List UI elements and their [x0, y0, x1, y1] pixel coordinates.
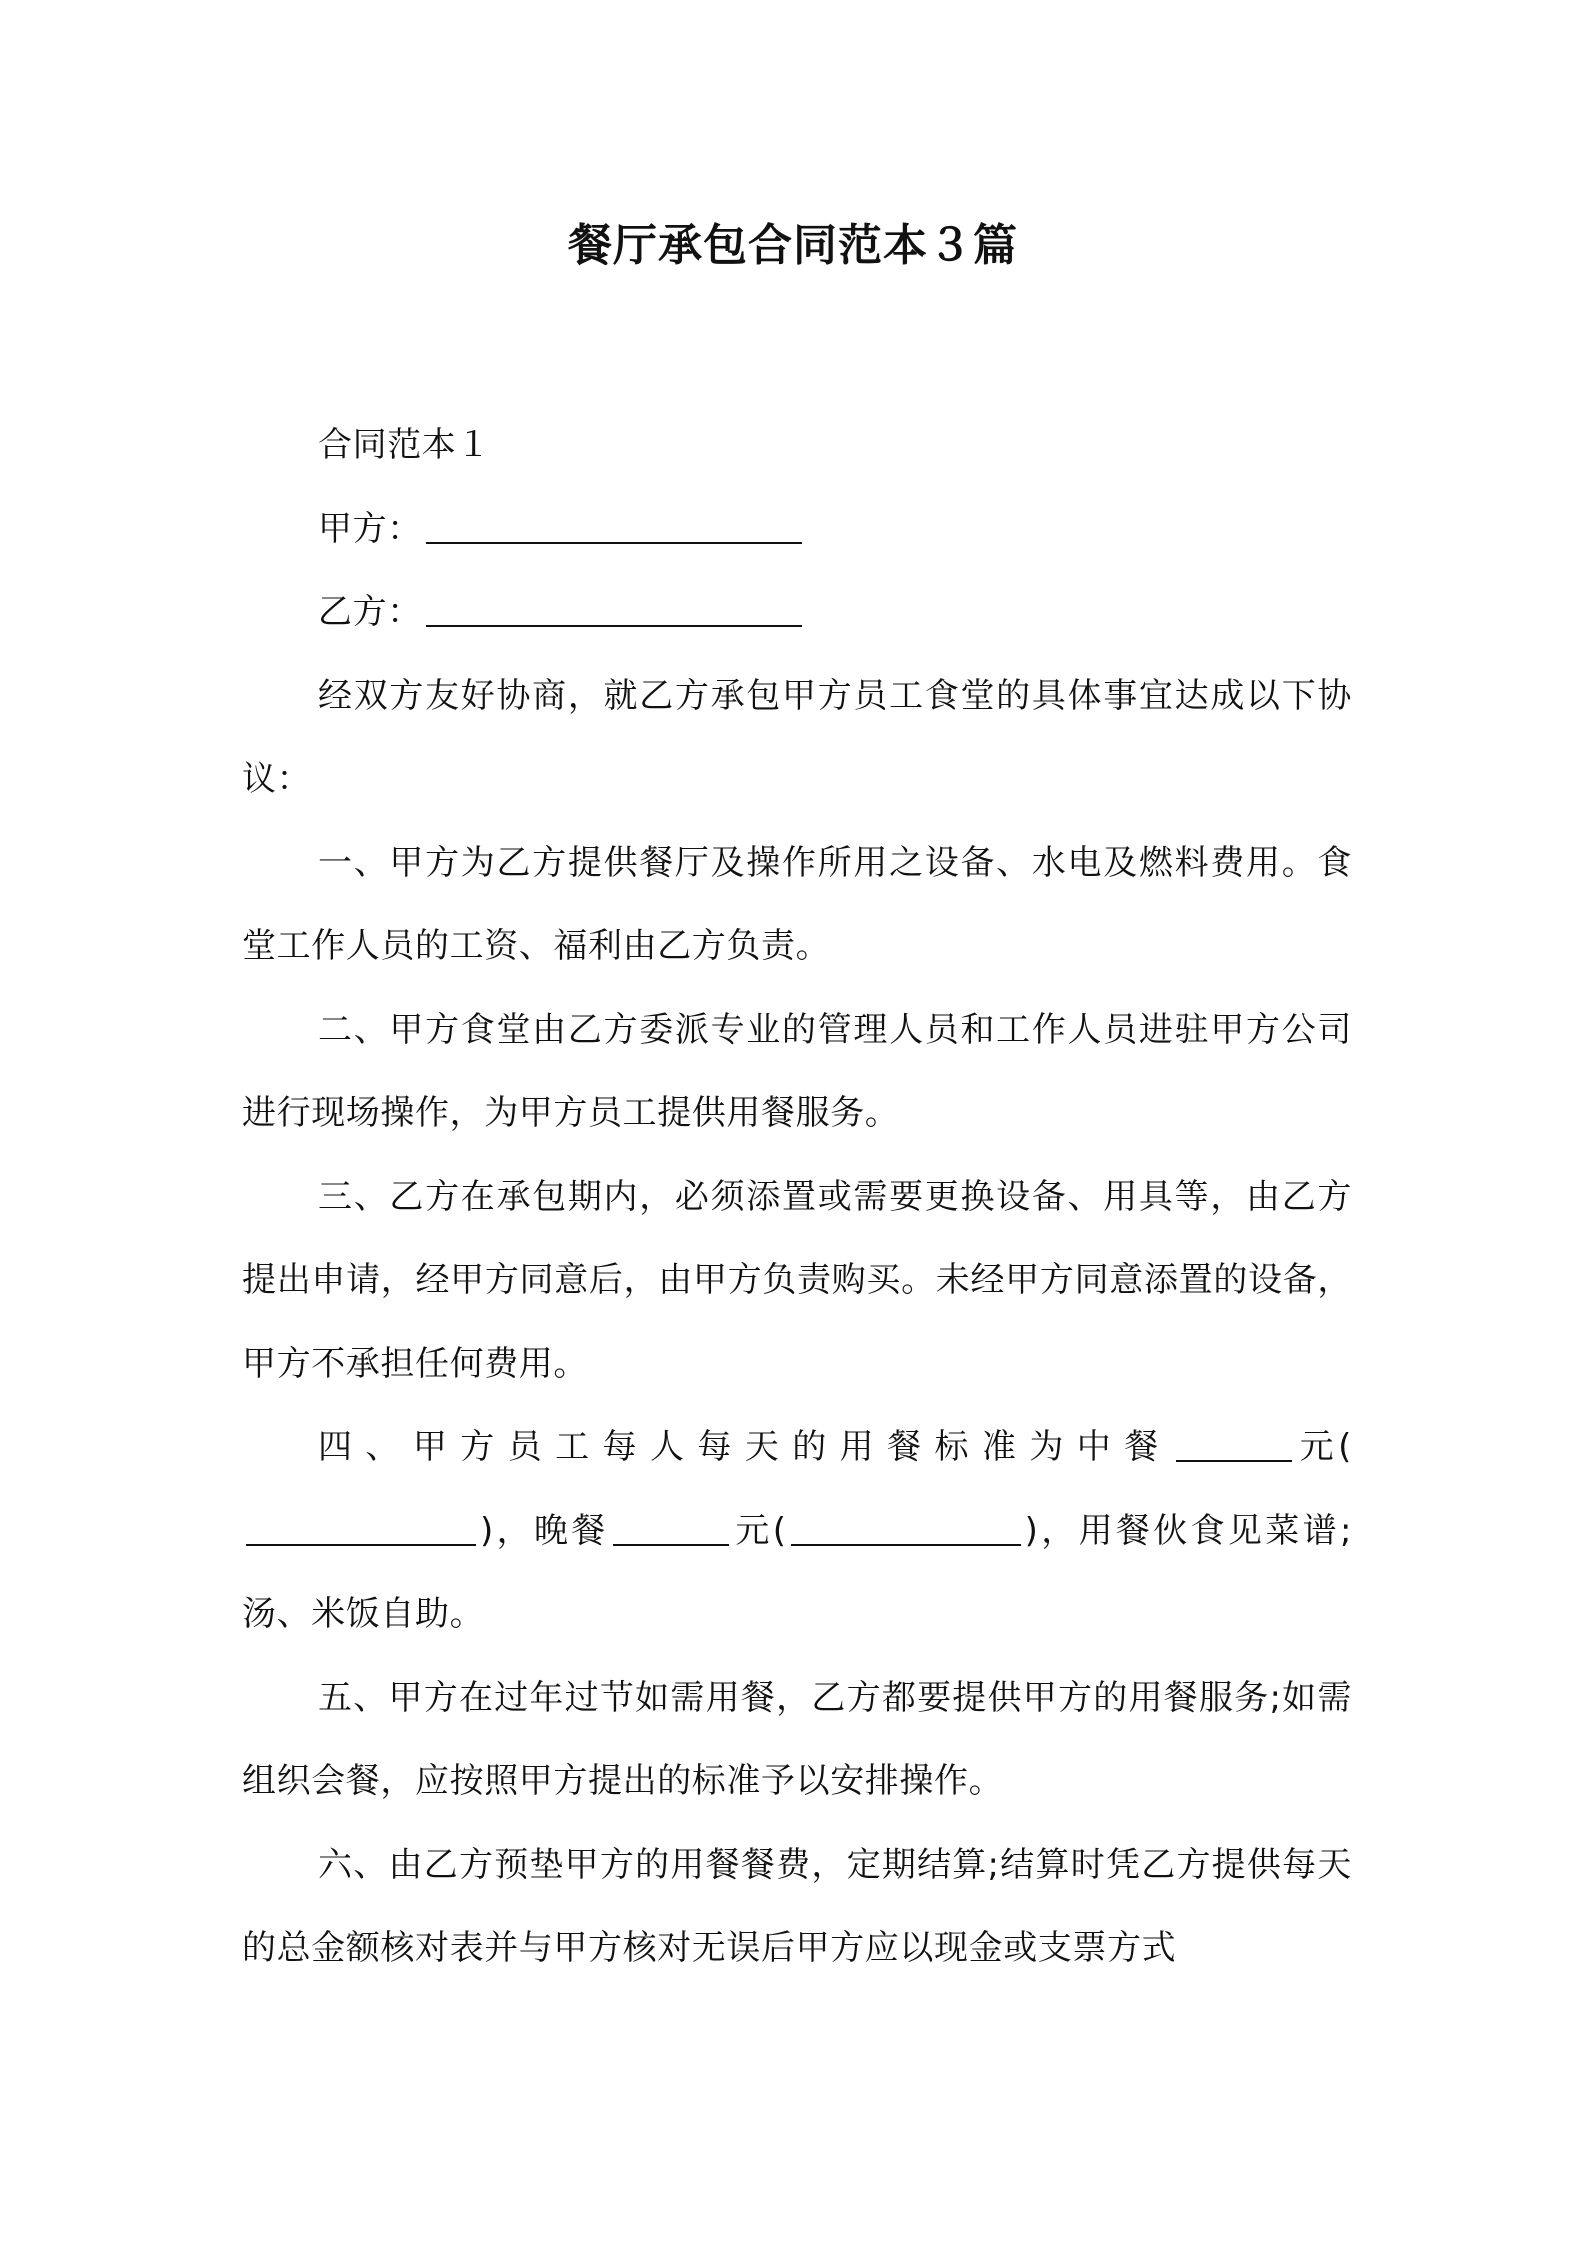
- clause-4-paren-open-2: (: [772, 1510, 787, 1551]
- clause-4-paren-close-2: ): [1024, 1510, 1039, 1551]
- party-a-line: [242, 488, 1352, 572]
- document-title: 餐厅承包合同范本３篇: [568, 220, 1018, 271]
- clause-4-paren-open-1: (: [1338, 1427, 1352, 1467]
- dinner-amount-words-blank: [791, 1510, 1021, 1546]
- lunch-amount-blank: [1176, 1426, 1292, 1462]
- party-b-label: 乙方：: [318, 592, 422, 632]
- party-b-line: [242, 571, 1352, 655]
- dinner-amount-blank: [613, 1510, 729, 1546]
- section-heading: [242, 404, 1352, 488]
- intro-paragraph: 经双方友好协商，就乙方承包甲方员工食堂的具体事宜达成以下协议：: [242, 675, 1352, 799]
- clause-2: 二、甲方食堂由乙方委派专业的管理人员和工作人员进驻甲方公司进行现场操作，为甲方员工提供用餐服务。: [242, 1009, 1352, 1133]
- clause-4-unit-2: 元: [732, 1510, 773, 1551]
- section-heading-text: 合同范本１: [318, 425, 491, 465]
- clause-6: 六、由乙方预垫甲方的用餐餐费，定期结算;结算时凭乙方提供每天的总金额核对表并与甲方核对无误后甲方应以现金或支票方式: [242, 1844, 1352, 1968]
- clause-5: 五、甲方在过年过节如需用餐，乙方都要提供甲方的用餐服务;如需组织会餐，应按照甲方提出的标准予以安排操作。: [242, 1677, 1352, 1801]
- clause-4-paren-close-1: ): [480, 1510, 494, 1551]
- document-body: [242, 404, 1352, 1991]
- party-a-label: 甲方：: [318, 508, 422, 549]
- party-b-blank: [426, 591, 802, 627]
- clause-3: 三、乙方在承包期内，必须添置或需要更换设备、用具等，由乙方提出申请，经甲方同意后，由甲方负责购买。未经甲方同意添置的设备，甲方不承担任何费用。: [242, 1176, 1352, 1384]
- clause-4-part-2: ，晚餐: [493, 1510, 609, 1551]
- clause-4-part-1: 四、甲方员工每人每天的用餐标准为中餐: [318, 1427, 1172, 1467]
- party-a-blank: [426, 508, 802, 544]
- clause-4-part-3: ，用餐伙食见菜谱;汤、米饭自助。: [242, 1510, 1352, 1634]
- clause-4: [242, 1406, 1352, 1657]
- lunch-amount-words-blank: [246, 1510, 476, 1546]
- clause-4-unit-1: 元: [1295, 1427, 1339, 1467]
- clause-1: 一、甲方为乙方提供餐厅及操作所用之设备、水电及燃料费用。食堂工作人员的工资、福利由乙方负责。: [242, 842, 1352, 966]
